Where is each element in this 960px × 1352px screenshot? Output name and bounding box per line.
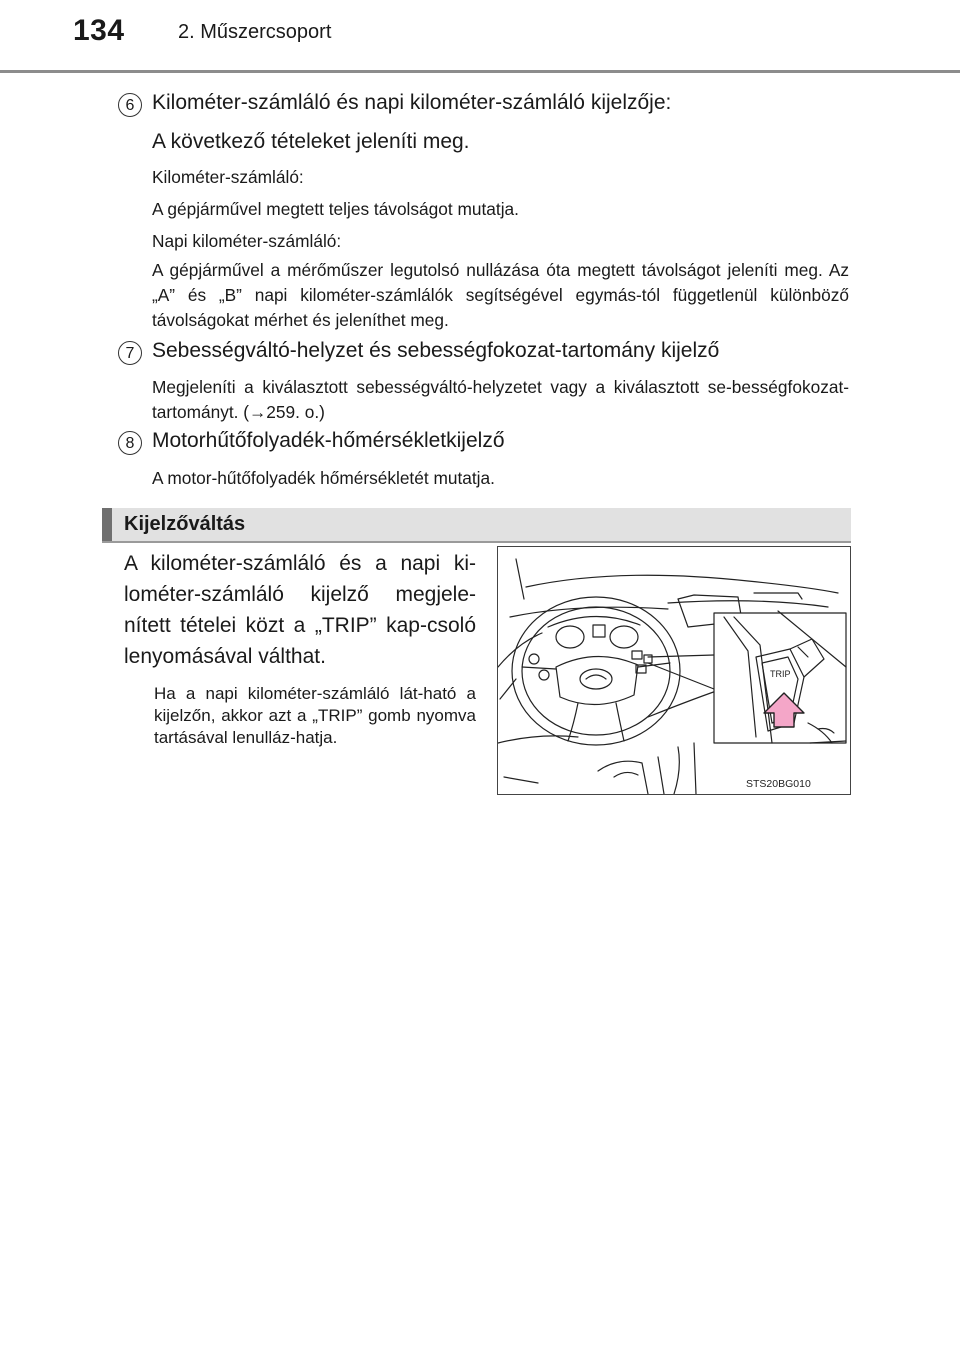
header-divider xyxy=(0,70,960,73)
item-title: Motorhűtőfolyadék-hőmérsékletkijelző xyxy=(152,429,505,452)
page-header xyxy=(0,0,960,78)
dashboard-drawing xyxy=(498,547,850,794)
item-title: Kilométer-számláló és napi kilométer-számláló kijelzője: xyxy=(152,91,672,114)
entry-text: A gépjárművel a mérőműszer legutolsó nullázása óta megtett távolságot jeleníti meg. Az „A” és „B” napi kilométer-számlálók segítségével egymás-tól függetlenül különböző távolságokat mérhet és jeleníthet meg. xyxy=(152,260,849,330)
page-number: 134 xyxy=(73,14,125,47)
entry-term: Kilométer-számláló: xyxy=(152,167,304,187)
item-text: Megjeleníti a kiválasztott sebességváltó-helyzetet vagy a kiválasztott se-bességfokozat-tartományt. (→259. o.) xyxy=(152,377,849,422)
section-header xyxy=(102,508,851,542)
section-lead-text: A kilométer-számláló és a napi ki-lométer-számláló kijelző megjele-nített tételei közt a „TRIP” kap-csoló lenyomásával válthat. xyxy=(124,552,476,668)
trip-button-label: TRIP xyxy=(770,669,791,679)
item-title: Sebességváltó-helyzet és sebességfokozat-tartomány kijelző xyxy=(152,339,720,362)
item-number-badge: 7 xyxy=(118,341,142,365)
dashboard-illustration xyxy=(497,546,851,795)
item-subtitle: A következő tételeket jeleníti meg. xyxy=(152,130,470,153)
entry-term: Napi kilométer-számláló: xyxy=(152,231,342,251)
section-accent xyxy=(102,508,112,542)
figure-id: STS20BG010 xyxy=(746,778,811,790)
item-number-badge: 6 xyxy=(118,93,142,117)
section-title: Kijelzőváltás xyxy=(124,513,246,535)
item-text: A motor-hűtőfolyadék hőmérsékletét mutatja. xyxy=(152,468,495,488)
chapter-title: 2. Műszercsoport xyxy=(178,21,332,43)
item-number-badge: 8 xyxy=(118,431,142,455)
section-divider xyxy=(102,541,851,543)
section-note-text: Ha a napi kilométer-számláló lát-ható a kijelzőn, akkor azt a „TRIP” gomb nyomva tartásával lenulláz-hatja. xyxy=(154,684,476,747)
entry-text: A gépjárművel megtett teljes távolságot mutatja. xyxy=(152,199,519,219)
